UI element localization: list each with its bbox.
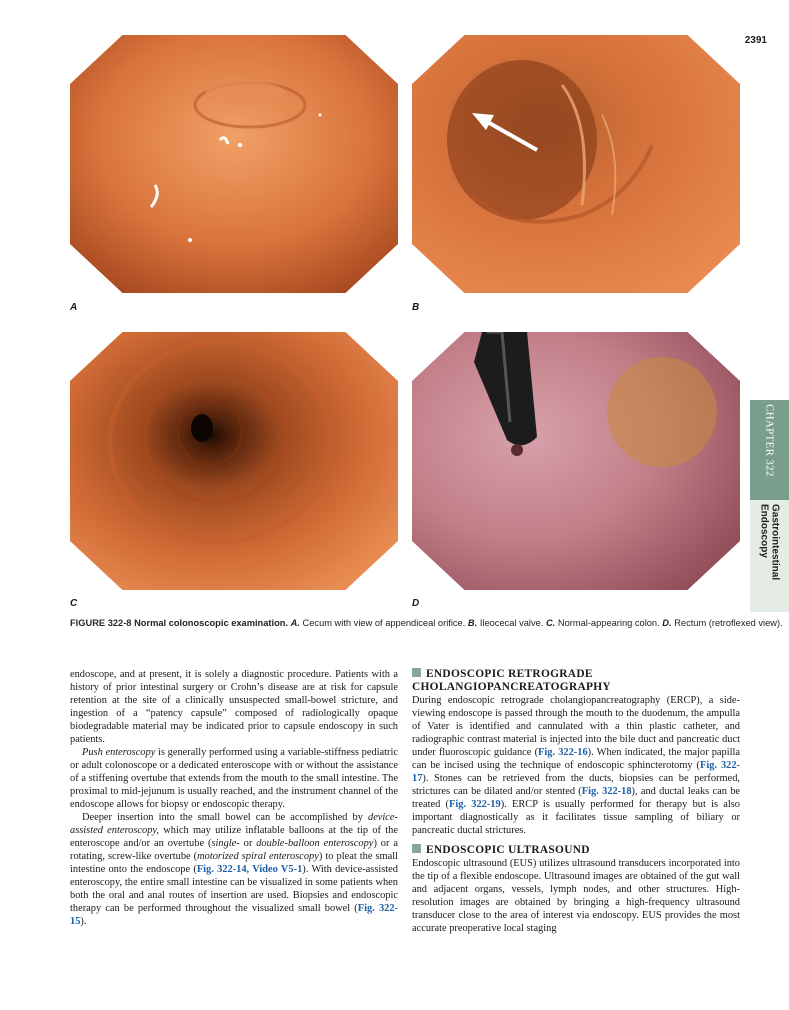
text: which may utilize inflatable balloons at the tip of the enteroscope and/or an overtube ( — [70, 825, 398, 849]
figure-reference-link[interactable]: Fig. 322-19 — [448, 799, 501, 810]
paragraph — [70, 811, 398, 928]
text: ). Stones can be retrieved from the ducts, biopsies can be performed, strictures can be dilated and/or stented ( — [412, 773, 740, 797]
chapter-number: CHAPTER 322 — [763, 404, 776, 477]
figure-title: Normal colonoscopic examination. — [134, 618, 289, 628]
text: ), and ductal leaks can be treated ( — [412, 786, 741, 810]
figure-reference-link[interactable]: Fig. 322-17 — [412, 760, 741, 784]
caption-letter-c: C. — [545, 618, 556, 628]
text: ). ERCP is usually performed for therapy but is also important diagnostically as it facilitates tissue sampling of biliary or pancreatic ductal strictures. — [412, 799, 741, 836]
figure-reference-link[interactable]: Fig. 322-16 — [538, 747, 588, 758]
heading-marker-icon — [412, 844, 421, 853]
heading-text: ENDOSCOPIC RETROGRADE — [426, 668, 593, 680]
section-heading-eus — [412, 844, 740, 857]
endoscopy-image-c — [70, 332, 398, 590]
text: is generally performed using a variable-stiffness pediatric or adult colonoscope or a dedicated enteroscope with or without the assistance of a stiffening overtube that extends from the mouth to the small intestine. The proximal to mid-jejunum is usually reached, and the instrument channel of the endoscope allows for biopsy or endoscopic therapy. — [70, 747, 398, 810]
caption-letter-b: B. — [467, 618, 478, 628]
chapter-side-tab — [750, 400, 789, 612]
endoscopy-image-a — [70, 35, 398, 293]
panel-label-d: D — [412, 598, 420, 609]
text: ). When indicated, the major papilla can be incised using the technique of endoscopic sphincterotomy ( — [412, 747, 740, 771]
text: ). With device-assisted enteroscopy, the entire small intestine can be visualized in some patients when both the oral and anal routes of insertion are used. Biopsies and endoscopic therapy can be performed throughout the visualized small bowel ( — [70, 864, 398, 914]
heading-text: CHOLANGIOPANCREATOGRAPHY — [412, 681, 611, 693]
term: motorized spiral enteroscopy — [197, 851, 319, 862]
chapter-title: Gastrointestinal Endoscopy — [758, 504, 781, 581]
term: device-assisted enteroscopy, — [70, 812, 398, 836]
left-column — [70, 668, 398, 928]
heading-text: ENDOSCOPIC ULTRASOUND — [426, 844, 590, 856]
figure-reference-link[interactable]: Fig. 322-14, Video V5-1 — [196, 864, 303, 875]
heading-marker-icon — [412, 668, 421, 677]
page-number: 2391 — [744, 35, 767, 46]
section-heading-ercp — [412, 668, 740, 694]
text: ) or a rotating, screw-like overtube ( — [70, 838, 398, 862]
paragraph — [412, 694, 740, 837]
text: During endoscopic retrograde cholangiopancreatography (ERCP), a side-viewing endoscope is passed through the mouth to the duodenum, the ampulla of Vater is identified and cannulated with a thin plastic catheter, and radiographic contrast material is injected into the bile duct and pancreatic duct under fluoroscopic guidance ( — [412, 695, 740, 758]
term: single- — [211, 838, 240, 849]
caption-text-b: Ileocecal valve. — [479, 618, 544, 628]
endoscopy-image-b — [412, 35, 740, 293]
term: Push enteroscopy — [82, 747, 156, 758]
panel-label-c: C — [70, 598, 78, 609]
paragraph: Endoscopic ultrasound (EUS) utilizes ultrasound transducers incorporated into the tip of a flexible endoscope. Ultrasound images are obtained of the gut wall and adjacent organs, vessels, lymph nodes, and other structures. High-resolution images are obtained by bringing a high-frequency ultrasound transducer close to the area of interest via endoscopy. EUS provides the most accurate preoperative local staging — [412, 858, 740, 934]
text: Deeper insertion into the small bowel can be accomplished by — [82, 812, 368, 823]
term: double-balloon enteroscopy — [256, 838, 374, 849]
text: ). — [80, 916, 87, 927]
caption-letter-d: D. — [662, 618, 672, 628]
figure-reference-link[interactable]: Fig. 322-18 — [581, 786, 632, 797]
figure-label: FIGURE 322-8 — [70, 618, 132, 628]
text: ) to pleat the small intestine onto the endoscope ( — [70, 851, 398, 875]
caption-text-c: Normal-appearing colon. — [557, 618, 660, 628]
caption-letter-a: A. — [290, 618, 300, 628]
paragraph — [70, 746, 398, 811]
endoscopy-image-d — [412, 332, 740, 590]
right-column — [412, 668, 740, 935]
caption-text-d: Rectum (retroflexed view). — [674, 618, 783, 628]
figure-caption — [70, 618, 783, 628]
caption-text-a: Cecum with view of appendiceal orifice. — [302, 618, 466, 628]
paragraph: endoscope, and at present, it is solely a diagnostic procedure. Patients with a history of prior intestinal surgery or Crohn’s disease are at risk for capsule retention at the site of a clinically unsuspected small-bowel stricture, and ingestion of a “patency capsule” composed of radiologically opaque biodegradable material may be indicated prior to capsule endoscopy in such patients. — [70, 669, 398, 745]
panel-label-b: B — [412, 302, 420, 313]
panel-label-a: A — [70, 302, 78, 313]
text: or — [239, 838, 257, 849]
figure-reference-link[interactable]: Fig. 322-15 — [70, 903, 399, 927]
